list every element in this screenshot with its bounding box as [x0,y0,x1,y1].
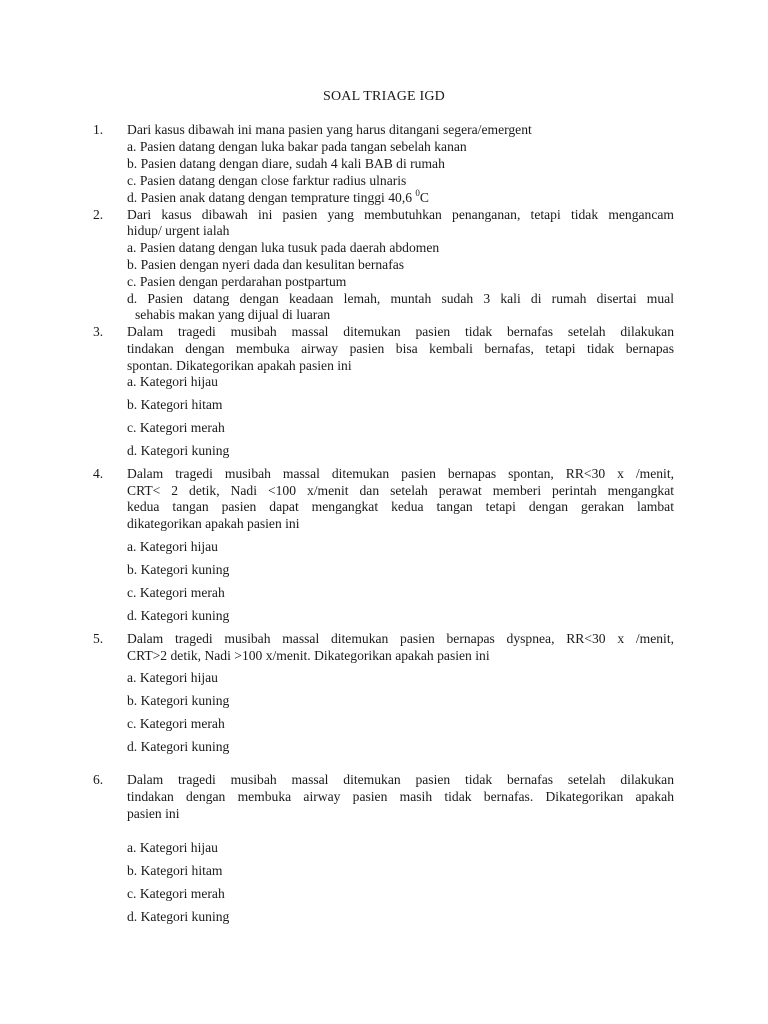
option-d-text: d. Pasien anak datang dengan temprature tinggi 40,6 [127,190,413,205]
question-number: 6. [93,772,104,787]
option-c: c. Kategori merah [127,420,225,435]
option-c: c. Kategori merah [127,585,225,600]
option-a: a. Pasien datang dengan luka bakar pada tangan sebelah kanan [127,139,467,154]
question-text-line: Dalam tragedi musibah massal ditemukan pasien tidak bernafas setelah dilakukan [127,324,674,339]
option-d: d. Kategori kuning [127,608,230,623]
option-d: d. Kategori kuning [127,739,230,754]
option-a: a. Pasien datang dengan luka tusuk pada daerah abdomen [127,240,440,255]
option-b: b. Kategori hitam [127,863,223,878]
option-c: c. Pasien datang dengan close farktur radius ulnaris [127,173,407,188]
question-text-line: hidup/ urgent ialah [127,223,230,238]
option-c: c. Pasien dengan perdarahan postpartum [127,274,347,289]
option-d: d. Pasien datang dengan keadaan lemah, muntah sudah 3 kali di rumah disertai mual [127,291,674,306]
question-text-line: Dari kasus dibawah ini mana pasien yang harus ditangani segera/emergent [127,122,532,137]
question-text-line: pasien ini [127,806,180,821]
option-b: b. Kategori kuning [127,562,230,577]
question-text-line: spontan. Dikategorikan apakah pasien ini [127,358,352,373]
document-title: SOAL TRIAGE IGD [323,89,445,104]
option-b: b. Pasien dengan nyeri dada dan kesulitan bernafas [127,257,405,272]
option-a: a. Kategori hijau [127,840,218,855]
question-text-line: tindakan dengan membuka airway pasien masih tidak bernafas. Dikategorikan apakah [127,789,674,804]
question-number: 4. [93,466,104,481]
option-d-continuation: sehabis makan yang dijual di luaran [135,307,331,322]
question-number: 2. [93,207,104,222]
question-number: 5. [93,631,104,646]
option-d: d. Kategori kuning [127,909,230,924]
option-c: c. Kategori merah [127,886,225,901]
option-c: c. Kategori merah [127,716,225,731]
question-text-line: dikategorikan apakah pasien ini [127,516,300,531]
option-d [127,189,429,206]
option-b: b. Kategori hitam [127,397,223,412]
question-text-line: kedua tangan pasien dapat mengangkat kedua tangan tetapi dengan gerakan lambat [127,499,674,514]
option-a: a. Kategori hijau [127,670,218,685]
option-a: a. Kategori hijau [127,374,218,389]
degree-superscript: 0 [415,188,420,198]
question-text-line: CRT< 2 detik, Nadi <100 x/menit dan setelah perawat memberi perintah mengangkat [127,483,674,498]
option-b: b. Kategori kuning [127,693,230,708]
question-text-line: Dalam tragedi musibah massal ditemukan pasien tidak bernafas setelah dilakukan [127,772,674,787]
question-text-line: Dalam tragedi musibah massal ditemukan pasien bernapas spontan, RR<30 x /menit, [127,466,674,481]
question-text-line: Dalam tragedi musibah massal ditemukan pasien bernapas dyspnea, RR<30 x /menit, [127,631,674,646]
question-text-line: tindakan dengan membuka airway pasien bisa kembali bernafas, tetapi tidak bernapas [127,341,674,356]
question-number: 3. [93,324,104,339]
question-text-line: CRT>2 detik, Nadi >100 x/menit. Dikategorikan apakah pasien ini [127,648,490,663]
question-text-line: Dari kasus dibawah ini pasien yang membutuhkan penanganan, tetapi tidak mengancam [127,207,674,222]
question-number: 1. [93,122,104,137]
option-d: d. Kategori kuning [127,443,230,458]
temperature-unit: C [419,190,429,205]
option-b: b. Pasien datang dengan diare, sudah 4 kali BAB di rumah [127,156,445,171]
option-a: a. Kategori hijau [127,539,218,554]
